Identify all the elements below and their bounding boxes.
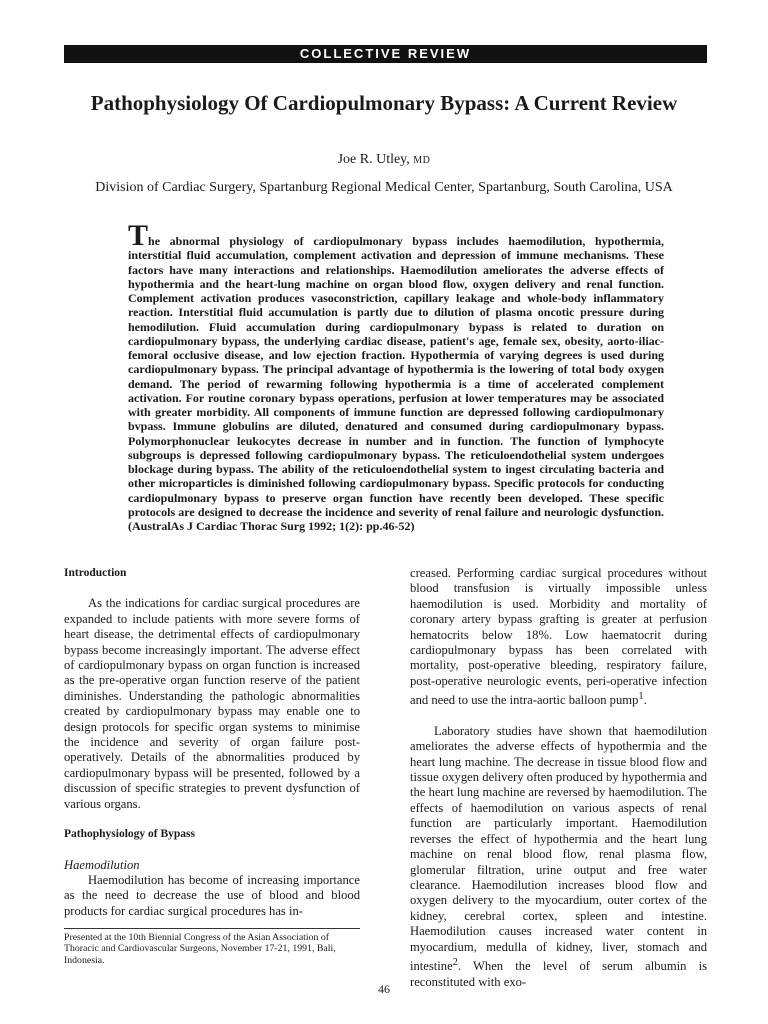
article-title: Pathophysiology Of Cardiopulmonary Bypass: A Current Review (90, 91, 678, 115)
page-number: 46 (378, 982, 390, 996)
abstract (128, 219, 664, 533)
pathophysiology-heading: Pathophysiology of Bypass (64, 828, 196, 841)
introduction-heading: Introduction (64, 567, 127, 579)
introduction-paragraph: As the indications for cardiac surgical procedures are expanded to include patients with more severe forms of heart disease, the detrimental effects of cardiopulmonary bypass become increasingly important. The adverse effect of cardiopulmonary bypass on organ function is increased as the pre-operative organ function reserve of the patient diminishes. Understanding the pathologic abnormalities created by cardiopulmonary bypass may enable one to design protocols for specific organ systems to minimise the incidence and severity of organ failure post-operatively. Details of the abnormalities produced by cardiopulmonary bypass will be presented, followed by a discussion of specific strategies to prevent dysfunction of various organs. (64, 596, 360, 811)
haemodilution-subheading: Haemodilution (64, 857, 140, 872)
section-banner: COLLECTIVE REVIEW (64, 45, 707, 63)
right-paragraph-1: creased. Performing cardiac surgical procedures without blood transfusion is virtually impossible unless haemodilution is used. Morbidity and mortality of coronary artery bypass grafting is greater at perfusion hematocrits below 18%. Low haematocrit during cardiopulmonary bypass has been correlated with mortality, post-operative bleeding, respiratory failure, post-operative neurologic events, peri-operative infection and need to use the intra-aortic balloon pump$^1$. (410, 566, 707, 708)
footnote: Presented at the 10th Biennial Congress of the Asian Association of Thoracic and Cardiovascular Surgeons, November 17-21, 1991, Bali, Indonesia. (64, 932, 336, 966)
right-paragraph-2-tail: . When the level of serum albumin is reconstituted with exo- (410, 959, 707, 989)
abstract-text: he abnormal physiology of cardiopulmonary bypass includes haemodilution, hypothermia, interstitial fluid accumulation, complement activation and depression of immune mechanisms. These factors have many interactions and relationships. Haemodilution ameliorates the adverse effects of hypothermia and the heart-lung machine on organ blood flow, oxygen delivery and renal function. Complement activation produces vasoconstriction, capillary leakage and whole-body inflammatory reaction. Interstitial fluid accumulation is partly due to dilution of plasma oncotic pressure during hemodilution. Fluid accumulation during cardiopulmonary bypass is related to duration on cardiopulmonary bypass, the underlying cardiac disease, patient's age, female sex, obesity, aorto-iliac-femoral occlusive disease, and low ejection fraction. Hypothermia of varying degrees is used during cardiopulmonary bypass. The principal advantage of hypothermia is the lowering of total body oxygen demand. The period of rewarming following hypothermia is a time of accelerated complement activation. For routine coronary bypass operations, perfusion at lower temperatures may be associated with greater morbidity. All components of immune function are depressed following cardiopulmonary bvpass. Immune globulins are diluted, denatured and consumed during cardiopulmonary bypass. Polymorphonuclear leukocytes decrease in number and in function. The function of lymphocyte subgroups is depressed following cardiopulmonary bypass. The reticuloendothelial system undergoes blockage during bypass. The ability of the reticuloendothelial system to ingest circulating bacteria and other microparticles is diminished following cardiopulmonary bypass. Specific protocols for conducting cardiopulmonary bypass to preserve organ function have recently been developed. These specific protocols are designed to decrease the incidence and severity of renal failure and neurologic dysfunction. (AustralAs J Cardiac Thorac Surg 1992; 1(2): pp.46-52) (128, 234, 664, 533)
author-name: Joe R. Utley, (337, 152, 410, 167)
abstract-drop-cap: T (128, 219, 149, 252)
right-paragraph-1-text: creased. Performing cardiac surgical procedures without blood transfusion is virtually impossible unless haemodilution is used. Morbidity and mortality of coronary artery bypass grafting is greater at perfusion hematocrits below 18%. Low haematocrit during cardiopulmonary bypass has been correlated with mortality, post-operative bleeding, respiratory failure, post-operative neurologic events, peri-operative infection and need to use the intra-aortic balloon pump (410, 566, 707, 708)
haemodilution-paragraph: Haemodilution has become of increasing importance as the need to decrease the use of blood and blood products for cardiac surgical procedures has in- (64, 872, 360, 918)
reference-2: 2 (452, 956, 458, 968)
footnote-divider (64, 928, 360, 929)
reference-1: 1 (638, 691, 644, 703)
right-paragraph-2 (410, 724, 707, 990)
left-column (64, 566, 360, 919)
author-line (0, 152, 768, 168)
author-degree: MD (413, 155, 431, 166)
author-affiliation: Division of Cardiac Surgery, Spartanburg Regional Medical Center, Spartanburg, South Carolina, USA (95, 180, 673, 195)
right-column (410, 566, 707, 990)
right-paragraph-2-text: Laboratory studies have shown that haemodilution ameliorates the adverse effects of hypothermia and the heart lung machine. The decrease in tissue blood flow and tissue oxygen delivery often produced by hypothermia and the heart lung machine are reversed by haemodilution. The effects of haemodilution on various aspects of renal function are particularly important. Haemodilution reverses the effect of hypothermia and the heart lung machine on renal blood flow, renal plasma flow, glomerular filtration, urine output and free water clearance. Haemodilution increases blood flow and oxygen delivery to the myocardium, outer cortex of the kidney, cerebral cortex, spleen and intestine. Haemodilution causes increased water content in myocardium, medulla of kidney, liver, stomach and intestine (410, 723, 707, 974)
